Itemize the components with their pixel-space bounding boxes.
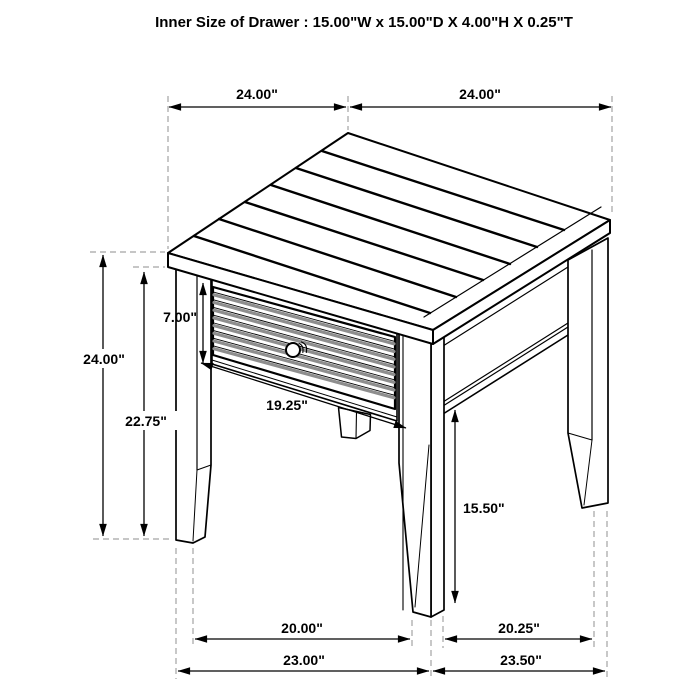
end-table-drawing [168,133,610,617]
dim-overall-height: 24.00" [83,351,125,367]
front-right-leg [399,331,444,617]
rear-right-leg [568,238,608,508]
dim-drawer-width: 19.25" [266,397,308,413]
dim-side-inner-span: 20.25" [498,620,540,636]
diagram-title: Inner Size of Drawer : 15.00"W x 15.00"D X 4.00"H X 0.25"T [155,14,573,31]
dim-top-depth: 24.00" [459,86,501,102]
dim-front-inner-span: 20.00" [281,620,323,636]
dim-leg-clearance: 15.50" [463,500,505,516]
dim-front-outer-span: 23.00" [283,652,325,668]
dim-drawer-height: 7.00" [163,309,197,325]
dim-top-width: 24.00" [236,86,278,102]
dim-side-outer-span: 23.50" [500,652,542,668]
dim-underside-height: 22.75" [125,413,167,429]
